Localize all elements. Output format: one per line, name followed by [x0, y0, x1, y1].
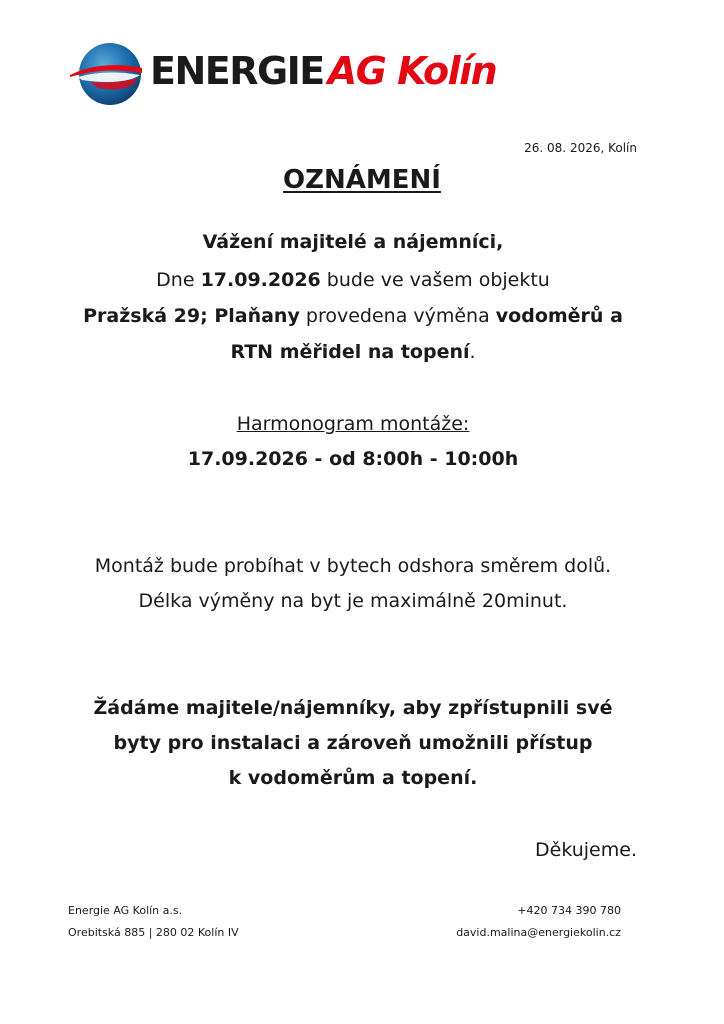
logo-word-energie: ENERGIE [150, 49, 324, 93]
footer-company-name: Energie AG Kolín a.s. [68, 904, 183, 917]
request-line-1: Žádáme majitele/nájemníky, aby zpřístupnili své [93, 697, 613, 719]
request-line-2: byty pro instalaci a zároveň umožnili přístup [113, 732, 593, 754]
schedule-label: Harmonogram montáže: [236, 413, 470, 435]
line2-bold-end: vodoměrů a [495, 305, 623, 327]
info-line-1: Montáž bude probíhat v bytech odshora směrem dolů. [94, 555, 612, 577]
line2-middle: provedena výměna [299, 305, 496, 327]
thanks-text: Děkujeme. [535, 839, 637, 861]
logo-wordmark [150, 46, 496, 96]
request-line-3: k vodoměrům a topení. [228, 767, 478, 789]
footer-email: david.malina@energiekolin.cz [456, 926, 621, 939]
schedule-value: 17.09.2026 - od 8:00h - 10:00h [187, 448, 519, 470]
line3-end: . [469, 341, 476, 363]
notice-line-1 [0, 269, 706, 291]
line1-prefix: Dne [156, 269, 201, 291]
line1-suffix: bude ve vašem objektu [320, 269, 550, 291]
notice-line-3 [0, 341, 706, 363]
notice-line-2 [0, 305, 706, 327]
footer-address: Orebitská 885 | 280 02 Kolín IV [68, 926, 239, 939]
greeting: Vážení majitelé a nájemníci, [202, 231, 504, 253]
company-logo [68, 40, 568, 106]
logo-word-ag-kolin: AG Kolín [327, 49, 497, 93]
footer-contact-info [456, 900, 621, 944]
info-line-2: Délka výměny na byt je maximálně 20minut. [138, 590, 568, 612]
footer-company-info [68, 900, 239, 944]
line2-address: Pražská 29; Plaňany [83, 305, 300, 327]
document-date: 26. 08. 2026, Kolín [524, 141, 637, 155]
notice-title: OZNÁMENÍ [283, 165, 441, 195]
line1-date: 17.09.2026 [200, 269, 321, 291]
footer-phone: +420 734 390 780 [517, 904, 621, 917]
line3-bold: RTN měřidel na topení [230, 341, 470, 363]
globe-logo-icon [68, 42, 144, 106]
